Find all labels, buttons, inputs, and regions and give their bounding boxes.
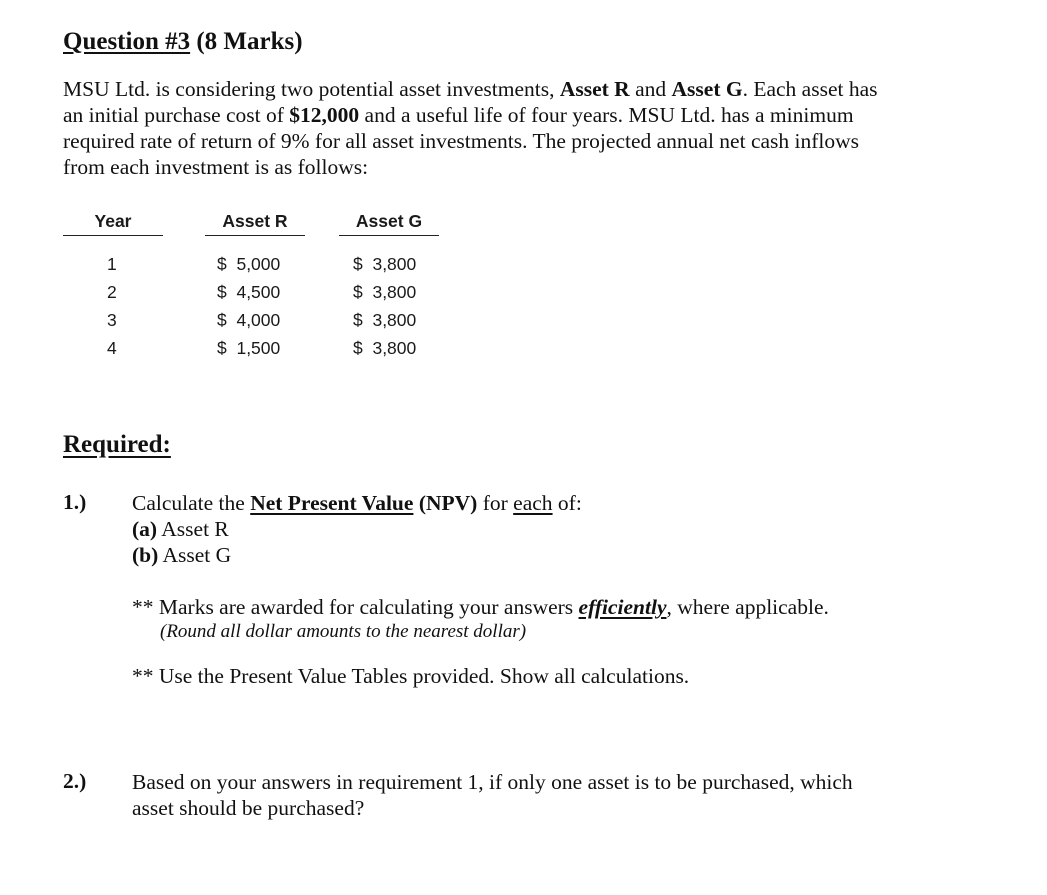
header-asset-r: Asset R	[222, 211, 288, 231]
header-rule-asset-g	[339, 235, 439, 236]
each-term: each	[513, 491, 553, 515]
item-1-text	[132, 490, 582, 568]
asset-r-cell: $ 4,000	[217, 310, 281, 330]
question-title	[63, 28, 303, 56]
header-asset-g: Asset G	[355, 211, 423, 231]
header-rule-asset-r	[205, 235, 305, 236]
header-rule-year	[63, 235, 163, 236]
asset-g-cell: $ 3,800	[353, 310, 417, 330]
item-1-number: 1.)	[63, 490, 87, 514]
rounding-note: (Round all dollar amounts to the nearest dollar)	[160, 621, 527, 642]
asset-g-cell: $ 3,800	[353, 254, 417, 274]
intro-line-3: required rate of return of 9% for all asset investments. The projected annual net cash inflows	[63, 129, 860, 153]
item-2-line-2: asset should be purchased?	[132, 796, 365, 820]
item-2-number: 2.)	[63, 769, 87, 793]
intro-line-2: an initial purchase cost of $12,000 and a useful life of four years. MSU Ltd. has a minimum	[63, 103, 854, 127]
intro-line-1: MSU Ltd. is considering two potential asset investments, Asset R and Asset G. Each asset has	[63, 77, 878, 101]
year-cell: 4	[107, 338, 117, 358]
asset-r-cell: $ 5,000	[217, 254, 281, 274]
question-number: Question #3	[63, 28, 191, 55]
intro-line-4: from each investment is as follows:	[63, 155, 369, 179]
item-2-text	[132, 769, 853, 821]
item-2-line-1: Based on your answers in requirement 1, if only one asset is to be purchased, which	[132, 770, 853, 794]
item-1-part-a: (a) Asset R	[132, 517, 229, 541]
required-heading: Required:	[63, 431, 171, 458]
purchase-cost: $12,000	[289, 103, 360, 127]
efficiently-term: efficiently	[578, 595, 667, 619]
asset-r-cell: $ 4,500	[217, 282, 281, 302]
year-cell: 2	[107, 282, 117, 302]
efficiency-note: ** Marks are awarded for calculating your answers efficiently, where applicable.	[132, 595, 829, 619]
tables-note: ** Use the Present Value Tables provided. Show all calculations.	[132, 664, 690, 688]
npv-term: Net Present Value	[250, 491, 414, 515]
year-cell: 1	[107, 254, 117, 274]
item-1-instruction: Calculate the Net Present Value (NPV) for each of:	[132, 491, 582, 515]
asset-r-cell: $ 1,500	[217, 338, 281, 358]
year-cell: 3	[107, 310, 117, 330]
asset-r-term: Asset R	[559, 77, 630, 101]
asset-g-cell: $ 3,800	[353, 338, 417, 358]
question-marks: (8 Marks)	[196, 28, 303, 55]
asset-g-cell: $ 3,800	[353, 282, 417, 302]
asset-g-term: Asset G	[671, 77, 743, 101]
intro-paragraph	[63, 76, 963, 180]
header-year: Year	[94, 211, 132, 231]
item-1-part-b: (b) Asset G	[132, 543, 232, 567]
